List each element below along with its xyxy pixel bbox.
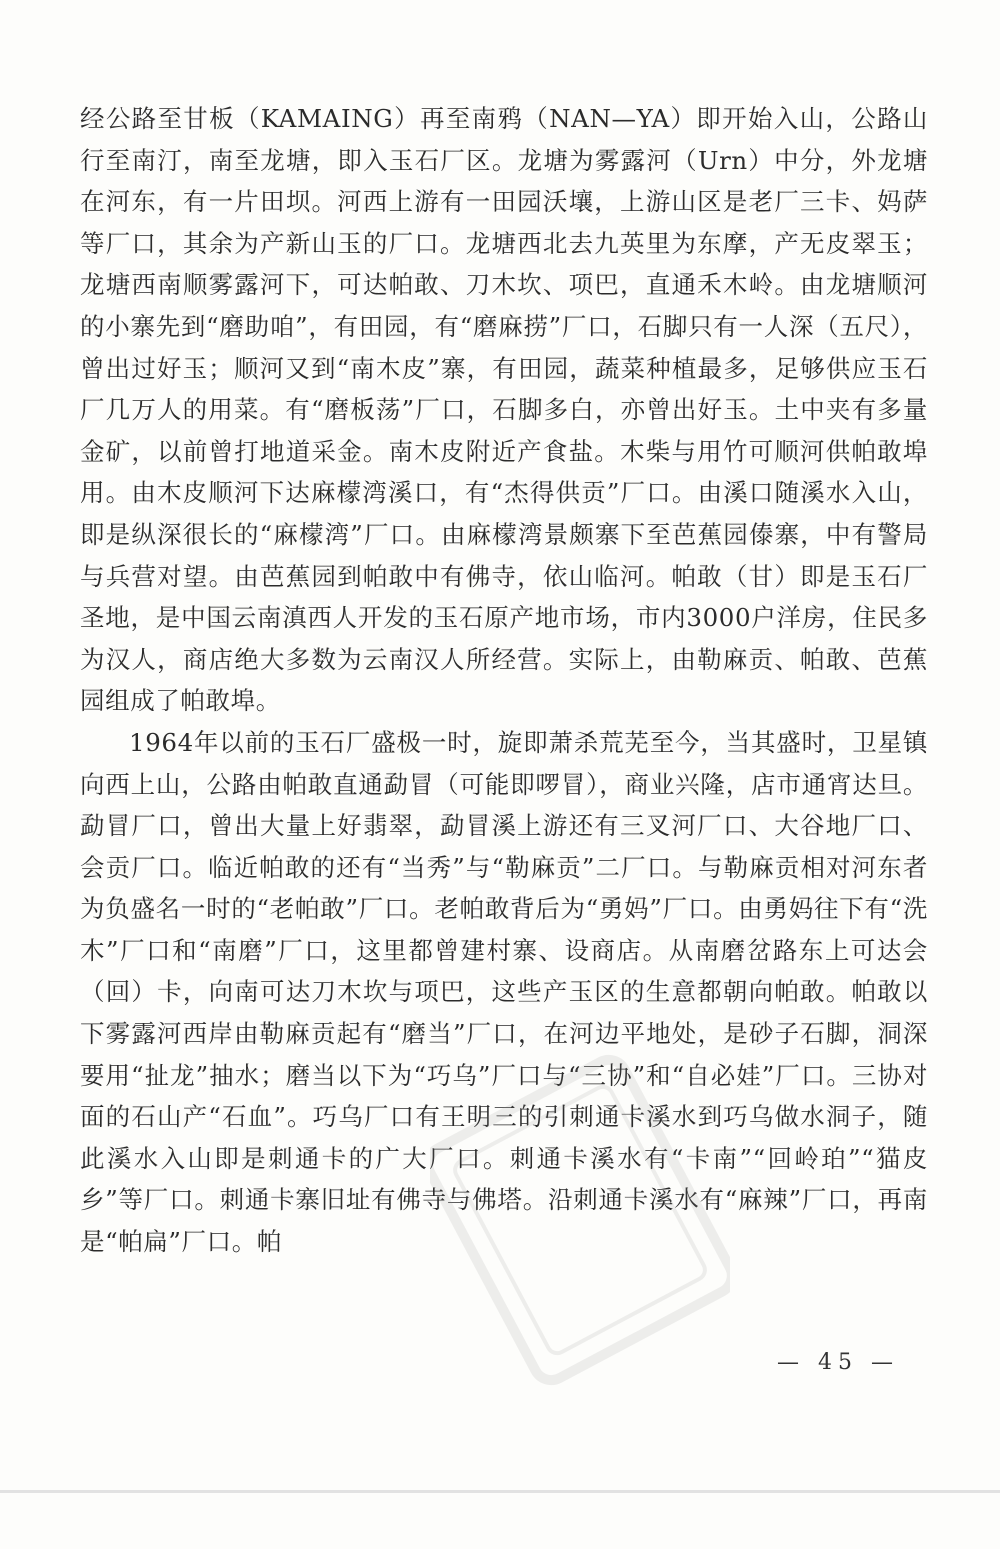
page-number: — 45 — xyxy=(777,1350,899,1375)
body-text xyxy=(80,98,928,1263)
bottom-rule xyxy=(0,1490,1000,1493)
paragraph-1: 经公路至甘板（KAMAING）再至南鸦（NAN—YA）即开始入山，公路山行至南汀，南至龙塘，即入玉石厂区。龙塘为雾露河（Urn）中分，外龙塘在河东，有一片田坝。河西上游有一田园沃壤，上游山区是老厂三卡、妈萨等厂口，其余为产新山玉的厂口。龙塘西北去九英里为东摩，产无皮翠玉；龙塘西南顺雾露河下，可达帕敢、刀木坎、项巴，直通禾木岭。由龙塘顺河的小寨先到“磨助咱”，有田园，有“磨麻捞”厂口，石脚只有一人深（五尺），曾出过好玉；顺河又到“南木皮”寨，有田园，蔬菜种植最多，足够供应玉石厂几万人的用菜。有“磨板荡”厂口，石脚多白，亦曾出好玉。土中夹有多量金矿，以前曾打地道采金。南木皮附近产食盐。木柴与用竹可顺河供帕敢埠用。由木皮顺河下达麻檬湾溪口，有“杰得供贡”厂口。由溪口随溪水入山，即是纵深很长的“麻檬湾”厂口。由麻檬湾景颇寨下至芭蕉园傣寨，中有警局与兵营对望。由芭蕉园到帕敢中有佛寺，依山临河。帕敢（甘）即是玉石厂圣地，是中国云南滇西人开发的玉石原产地市场，市内3000户洋房，住民多为汉人，商店绝大多数为云南汉人所经营。实际上，由勒麻贡、帕敢、芭蕉园组成了帕敢埠。 xyxy=(80,104,928,716)
paragraph-2: 1964年以前的玉石厂盛极一时，旋即萧杀荒芜至今，当其盛时，卫星镇向西上山，公路由帕敢直通勐冒（可能即啰冒），商业兴隆，店市通宵达旦。勐冒厂口，曾出大量上好翡翠，勐冒溪上游还有三叉河厂口、大谷地厂口、会贡厂口。临近帕敢的还有“当秀”与“勒麻贡”二厂口。与勒麻贡相对河东者为负盛名一时的“老帕敢”厂口。老帕敢背后为“勇妈”厂口。由勇妈往下有“洗木”厂口和“南磨”厂口，这里都曾建村寨、设商店。从南磨岔路东上可达会（回）卡，向南可达刀木坎与项巴，这些产玉区的生意都朝向帕敢。帕敢以下雾露河西岸由勒麻贡起有“磨当”厂口，在河边平地处，是砂子石脚，洞深要用“扯龙”抽水；磨当以下为“巧乌”厂口与“三协”和“自必娃”厂口。三协对面的石山产“石血”。巧乌厂口有王明三的引刺通卡溪水到巧乌做水洞子，随此溪水入山即是刺通卡的广大厂口。刺通卡溪水有“卡南”“回岭珀”“猫皮乡”等厂口。刺通卡寨旧址有佛寺与佛塔。沿刺通卡溪水有“麻辣”厂口，再南是“帕扁”厂口。帕 xyxy=(80,727,928,1257)
